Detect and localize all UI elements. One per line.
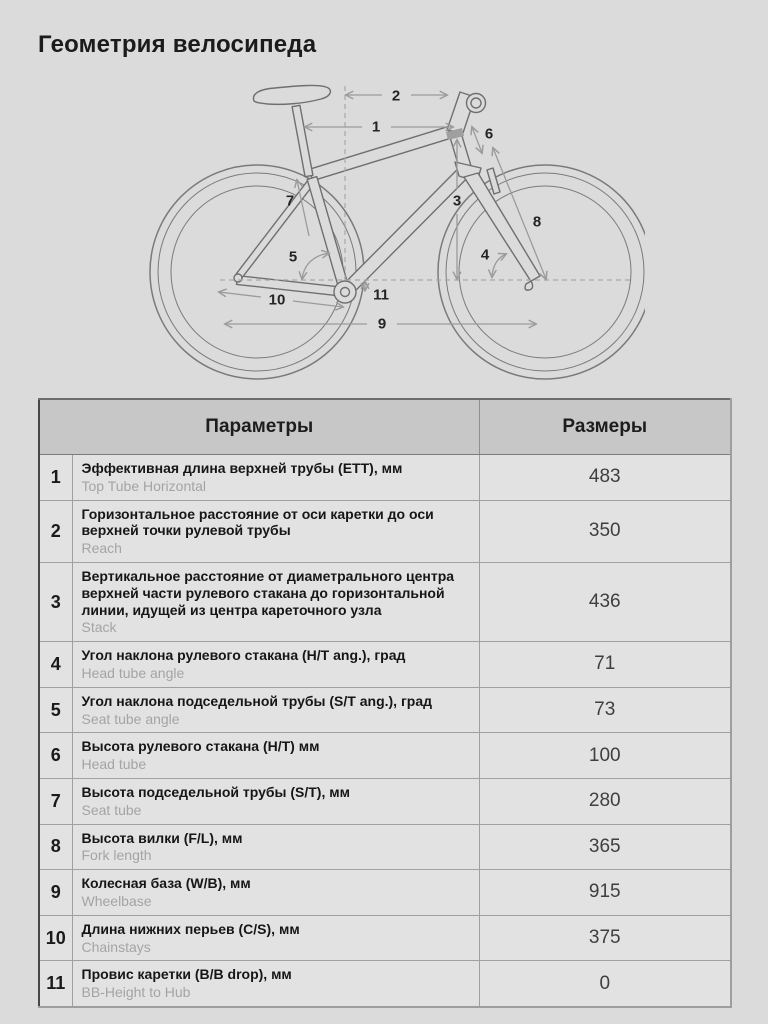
table-row — [39, 562, 731, 641]
row-number: 1 — [39, 455, 72, 501]
param-name-en: Wheelbase — [81, 892, 152, 909]
column-header-sizes: Размеры — [479, 399, 731, 455]
param-value: 280 — [479, 778, 731, 824]
param-value: 375 — [479, 915, 731, 961]
param-value: 483 — [479, 455, 731, 501]
table-row — [39, 870, 731, 916]
param-value: 0 — [479, 961, 731, 1007]
param-name-en: Head tube — [81, 756, 147, 773]
diagram-label-10: 10 — [268, 291, 286, 309]
rear-wheel — [150, 165, 364, 379]
param-name-en: Head tube angle — [81, 664, 185, 681]
table-row — [39, 500, 731, 562]
row-number: 4 — [39, 642, 72, 688]
row-number: 11 — [39, 961, 72, 1007]
table-row — [39, 733, 731, 779]
param-value: 365 — [479, 824, 731, 870]
param-name-ru: Угол наклона подседельной трубы (S/T ang.), град — [81, 692, 433, 709]
bike-frame — [234, 85, 540, 303]
table-row — [39, 642, 731, 688]
param-name-en: Fork length — [81, 847, 152, 864]
param-value: 915 — [479, 870, 731, 916]
row-number: 2 — [39, 500, 72, 562]
front-wheel — [438, 165, 645, 379]
diagram-label-9: 9 — [377, 315, 387, 333]
diagram-label-2: 2 — [391, 87, 401, 105]
diagram-label-5: 5 — [288, 248, 298, 266]
param-name-en: Top Tube Horizontal — [81, 477, 207, 494]
geometry-table — [38, 398, 732, 1008]
diagram-label-7: 7 — [285, 192, 295, 210]
bike-geometry-diagram — [125, 70, 645, 390]
param-name-en: Chainstays — [81, 938, 151, 955]
param-value: 436 — [479, 562, 731, 641]
row-number: 6 — [39, 733, 72, 779]
param-name-ru: Угол наклона рулевого стакана (H/T ang.), град — [81, 647, 406, 664]
column-header-parameters: Параметры — [39, 399, 479, 455]
param-name-en: Stack — [81, 619, 117, 636]
param-name-en: Seat tube — [81, 801, 142, 818]
diagram-label-3: 3 — [452, 192, 462, 210]
bike-drawing — [125, 70, 645, 390]
param-name-ru: Провис каретки (B/B drop), мм — [81, 966, 292, 983]
param-value: 350 — [479, 500, 731, 562]
param-name-ru: Эффективная длина верхней трубы (ETT), мм — [81, 460, 403, 476]
table-header-row — [39, 399, 731, 455]
table-row — [39, 961, 731, 1007]
param-name-en: BB-Height to Hub — [81, 984, 191, 1001]
reference-lines — [220, 86, 631, 280]
param-name-ru: Колесная база (W/B), мм — [81, 875, 251, 892]
row-number: 7 — [39, 778, 72, 824]
param-name-ru: Высота рулевого стакана (H/T) мм — [81, 738, 320, 755]
param-name-en: Seat tube angle — [81, 710, 180, 727]
diagram-label-8: 8 — [532, 213, 542, 231]
table-row — [39, 778, 731, 824]
param-name-ru: Горизонтальное расстояние от оси каретки до оси верхней точки рулевой трубы — [81, 505, 434, 539]
diagram-label-6: 6 — [484, 125, 494, 143]
param-name-ru: Высота вилки (F/L), мм — [81, 829, 243, 846]
param-value: 100 — [479, 733, 731, 779]
page-title: Геометрия велосипеда — [38, 31, 317, 58]
table-row — [39, 687, 731, 733]
param-name-ru: Длина нижних перьев (C/S), мм — [81, 920, 300, 937]
diagram-label-4: 4 — [480, 246, 490, 264]
row-number: 9 — [39, 870, 72, 916]
param-name-en: Reach — [81, 540, 122, 557]
table-row — [39, 915, 731, 961]
table-row — [39, 824, 731, 870]
table-row — [39, 455, 731, 501]
diagram-label-1: 1 — [371, 118, 381, 136]
row-number: 5 — [39, 687, 72, 733]
param-value: 71 — [479, 642, 731, 688]
row-number: 10 — [39, 915, 72, 961]
param-value: 73 — [479, 687, 731, 733]
row-number: 8 — [39, 824, 72, 870]
param-name-ru: Вертикальное расстояние от диаметрального центра верхней части рулевого стакана до горизонтальной линии, идущей из центра кареточного узла — [81, 567, 455, 618]
row-number: 3 — [39, 562, 72, 641]
param-name-ru: Высота подседельной трубы (S/T), мм — [81, 783, 350, 800]
table-body — [39, 455, 731, 1007]
diagram-label-11: 11 — [373, 286, 389, 304]
